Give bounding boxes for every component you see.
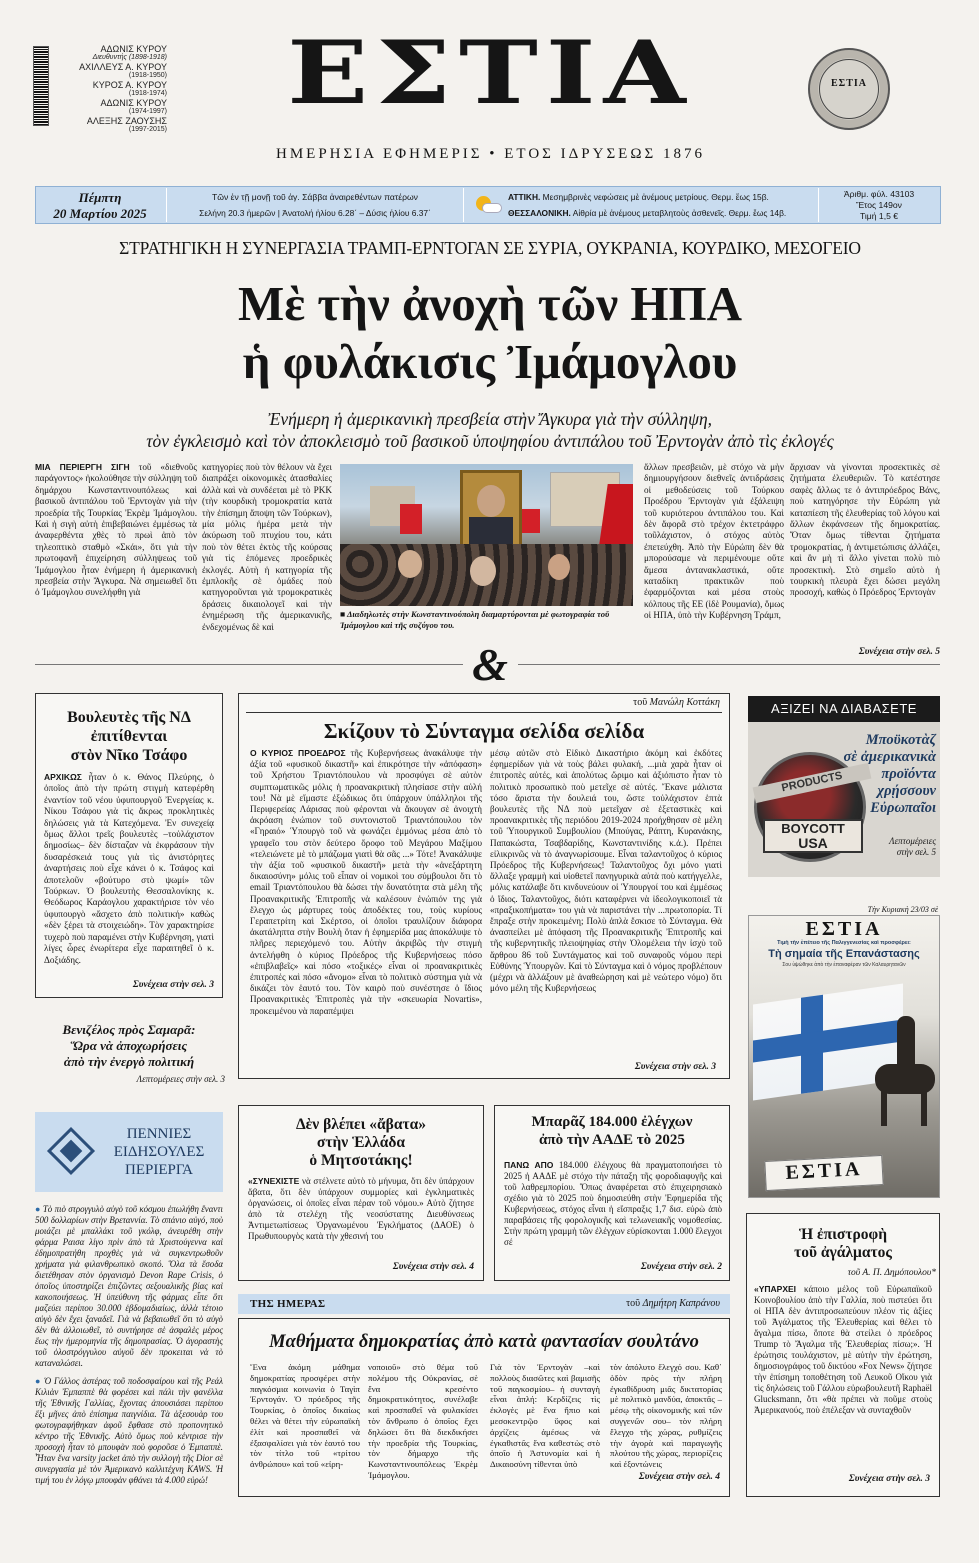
info-divider <box>166 188 167 222</box>
info-divider <box>463 188 464 222</box>
photo-flag <box>400 504 422 534</box>
lead-headline-line1: Μὲ τὴν ἀνοχὴ τῶν ΗΠΑ <box>238 276 742 331</box>
worth-title-line5: Εὐρωπαῖοι <box>870 800 936 816</box>
aade-title-line1: Μπαρᾶζ 184.000 ἐλέγχων <box>531 1114 693 1130</box>
photo-portrait-body <box>469 517 513 545</box>
editorial-title: Σκίζουν τὸ Σύνταγμα σελίδα σελίδα <box>323 719 645 743</box>
venizelos-title-line3: ἀπὸ τὴν ἐνεργὸ πολιτική <box>63 1054 195 1069</box>
promo-logo: ΕΣΤΙΑ <box>805 918 883 940</box>
caption-text: Διαδηλωτὲς στὴν Κωνσταντινούπολη διαμαρτύρονται μὲ φωτογραφία τοῦ Ἰμάμογλου καὶ τῆς συζύγου του. <box>340 609 610 630</box>
mitsotakis-title-line2: στὴν Ἑλλάδα <box>316 1134 406 1151</box>
today-title: Μαθήματα δημοκρατίας ἀπὸ κατὰ φαντασίαν σουλτάνο <box>269 1332 699 1352</box>
nd-title-line1: Βουλευτὲς τῆς ΝΔ <box>67 709 191 726</box>
issue-year: Ἔτος 149ον <box>856 200 902 210</box>
statue-title-line2: τοῦ ἀγάλματος <box>794 1244 892 1261</box>
promo-line1: Τιμὴ τὴν ἐπέτειο τῆς Παλιγγενεσίας καὶ προσφέρει: <box>777 940 911 946</box>
mitsotakis-lead-in: «ΣΥΝΕΧΙΣΤΕ <box>248 1176 300 1186</box>
weather-thess-text: Αἰθρία μὲ ἀνέμους μεταβλητοὺς ἀσθενεῖς. Θερμ. ἕως 14β. <box>572 208 787 218</box>
barcode <box>33 46 49 126</box>
info-sun: Σελήνη 20.3 ἡμερῶν | Ἀνατολή ἡλίου 6.28΄ – Δύσις ἡλίου 6.37΄ <box>199 208 431 218</box>
editorial-lead-in: Ο ΚΥΡΙΟΣ ΠΡΟΕΔΡΟΣ <box>250 748 346 758</box>
founder-years: (1997-2015) <box>128 126 167 133</box>
statue-title-line1: Ἡ ἐπιστροφὴ <box>798 1226 888 1243</box>
seal-text: ΕΣΤΙΑ <box>831 78 867 89</box>
today-label: ΤΗΣ ΗΜΕΡΑΣ <box>250 1298 326 1310</box>
aade-body-text: 184.000 ἐλέγχους θὰ πραγματοποιήσει τὸ 2025 ἡ ΑΑΔΕ μὲ στόχο τὴν πάταξη τῆς φοροδιαφυγῆς καὶ τοῦ λαθρεμπορίου. Ὅπως ἀναφέρεται στὸ ἐπιχειρησιακὸ σχέδιο γιὰ τὸ 2025 ποὺ δημοσιεύθη στὴν Ἐφημερίδα τῆς Κυβερνήσεως, στόχος εἶναι ἡ εἴσπραξις 1,7 δισ. εὐρὼ ἀπὸ παραβάσεις τῆς φορολογικῆς καὶ τελωνειακῆς νομοθεσίας. Στὴν πρώτη γραμμὴ τῶν ἐλέγχων εὑρίσκονται 1.000 ἔλεγχοι σέ <box>504 1160 722 1247</box>
worth-continued-1: Λεπτομέρειες <box>889 836 936 846</box>
lead-photo <box>340 464 633 606</box>
divider-left <box>35 664 463 665</box>
editorial-column-2 <box>490 748 722 1058</box>
worth-title <box>780 732 936 817</box>
venizelos-continued-link[interactable]: Λεπτομέρειες στὴν σελ. 3 <box>136 1074 225 1084</box>
worth-continued-2: στὴν σελ. 5 <box>896 847 936 857</box>
mitsotakis-title-line1: Δὲν βλέπει «ἄβατα» <box>295 1116 427 1133</box>
weather-attica <box>508 192 813 202</box>
gossip-heading-1: ΠΕΝΝΙΕΣ <box>126 1126 192 1142</box>
info-day: Πέμπτη <box>78 190 122 205</box>
today-body-2: νοποιοῦ» στὸ θέμα τοῦ πολέμου τῆς Οὐκρανίας, σὲ ἕνα κρεσέντο δημοκρατικότητος, συνέλαβε καὶ προσπαθεῖ νὰ φυλακίσει τὸν ἄνθρωπο ὁ ὁποῖος ἔχει δηλώσει ὅτι θὰ διεκδικήσει τὴν προεδρία τῆς Τουρκίας, τὸν δήμαρχο τῆς Κωνσταντινουπόλεως Ἐκρὲμ Ἰμάμογλου. <box>368 1362 478 1480</box>
nd-continued-link[interactable]: Συνέχεια στὴν σελ. 3 <box>132 980 214 990</box>
photo-portrait-frame <box>460 470 522 550</box>
today-byline-prefix: τοῦ <box>626 1298 641 1309</box>
info-date: 20 Μαρτίου 2025 <box>53 206 147 221</box>
today-column-1 <box>250 1362 360 1484</box>
editorial-body-1: τῆς Κυβερνήσεως ἀνακάλυψε τὴν ἀξία τοῦ «φυσικοῦ δικαστῆ» καὶ ἐπικρότησε τὴν «ἀπόφαση» τοῦ Χρήστου Τριαντόπουλου νὰ προσφύγει σὲ αὐτὸν συμπτωματικῶς μόλις ἡ προανακριτικὴ πλησίασε στὴν αὐλή του! Νὰ μὲ εἴμαστε ἐξώδικως ὅτι ὑπάρχουν ὑπάλληλοι τῆς Περιφερείας Λάρισας ποὺ φέρονται νὰ ἄκουγαν σὲ ἀνοιχτὴ ἀκρόαση ἐνώπιον τοῦ συντονιστοῦ Τριαντόπουλου τὸν «Γηραιό» Ὑπουργὸ τοῦ νὰ φωνάζει ἐμμόνως μέσα ἀπὸ τὸ γραφεῖο του στὸν δεύτερο ὄροφο τοῦ Μεγάρου Μαξίμου «τελειώνετε μὲ τὸ μπάζωμα γιατὶ θὰ σᾶς ...» Τότε! Ἀνακάλυψε τὴν ἀξία τοῦ «φυσικοῦ δικαστῆ» μετὰ τὴν «ἀνεξάρτητη δικαιοσύνη» μόλις τοῦ εἶπαν οἱ νομικοὶ του σύμβουλοι ὅτι τὸ email Τριαντόπουλου θὰ δώσει τὴν δυνατότητα στὰ μέλη τῆς Προανακριτικῆς Ἐπιτροπῆς νὰ καλέσουν ἐνώπιόν της γιὰ ἔλεγχο ὡς μάρτυρες τοὺς ἀποδέκτες του, τοὺς κυρίους Γεραπετρίτη καὶ Σκέρτσο, οἱ ὁποῖοι τραυλίζουν διάφορα ἀκατάληπτα στὴν Βουλὴ ὅταν ἡ ἐφημερίδα μας ἀποκάλυψε τὸ πλῆρες περιεχόμενό του. Αὐτὴν ἀκριβῶς τὴν στιγμὴ ἀντελήφθη ὁ κύριος Πρόεδρος τῆς Κυβερνήσεως πόσο «ἐπιβλαβεῖς» καὶ πόσο «τοξικές» εἶναι οἱ προανακριτικὲς ἐπιτροπές καὶ πόσο «ἄνομο» εἶναι τὸ πολιτικὸ σύστημα γιὰ νὰ δικάζει τὸν ἑαυτό του. Τὸν καιρὸ ποὺ συνέστησε ὁ ἴδιος Προανακριτικὲς Ἐπιτροπὲς γιὰ τὴν «σκευωρία Novartis», προκειμένου νὰ παραπέμψει <box>250 748 482 1016</box>
founder-name: ΑΛΕΞΗΣ ΖΑΟΥΣΗΣ <box>86 116 167 126</box>
lead-body-3: ἄλλων πρεσβειῶν, μὲ στόχο νὰ μὴν δημιουργήσουν διεθνεῖς ἀντιδράσεις οἱ μεθοδεύσεις τοῦ Τούρκου Προέδρου Ἐρντογὰν γιὰ ἐξάλειψη τοῦ κυριότερου ἀντιπάλου του. Καὶ δὲν ἄφορᾶ στὸ τρέχον ἐκτετράφρο τοῦλάχιστον, ὁ στόχος αὐτὸς ἐπετεύχθη. Ἀπὸ τὴν Εὐρώπη δὲν θὰ μπορούσαμε νὰ περιμένουμε οὔτε ἄμεσα ἀντανακλαστικά, οὔτε καταδίκη πρακτικῶν ποὺ ἐφαρμόζονται καὶ μέσα στοὺς κόλπους τῆς ΕΕ (ἰδὲ Ρουμανία), ὅμως οἱ ΗΠΑ, ὑπὸ τὴν Κυβέρνηση Τράμπ, <box>644 462 784 621</box>
today-column-4 <box>610 1362 722 1470</box>
issue-price: Τιμή 1,5 € <box>859 211 899 221</box>
lead-continued-link[interactable]: Συνέχεια στὴν σελ. 5 <box>858 647 940 657</box>
photo-face <box>470 556 496 586</box>
lead-photo-caption <box>340 609 633 630</box>
photo-flag <box>520 509 540 533</box>
founder-name: ΑΔΩΝΙΣ ΚΥΡΟΥ <box>100 98 167 108</box>
worth-title-line4: χρῄσσουν <box>877 783 936 799</box>
seal-logo <box>808 48 890 130</box>
founder-years: (1918-1950) <box>128 72 167 79</box>
venizelos-title-line1: Βενιζέλος πρὸς Σαμαρᾶ: <box>62 1022 196 1037</box>
weather-attica-label: ΑΤΤΙΚΗ. <box>508 192 541 202</box>
today-byline <box>530 1298 720 1309</box>
today-body-3: Γιὰ τὸν Ἐρντογὰν –καὶ πολλοὺς διασῶτες καὶ βαμισῆς τοῦ παγκοσμίου– ἡ συνταγὴ εἶναι ἁπλή: Κερδίζεις τὶς ἐκλογὲς μὲ ἕνα ἤπιο καὶ μεσοκεντρῷο ὕφος καὶ ἀρχίζεις ἀμέσως νὰ ἐγκαθιστᾶς ἕνα καθεστὼς στὸ ὁποῖο ἡ Ἀστυνομία καὶ ἡ Δικαιοσύνη τίθενται ὑπὸ <box>490 1362 600 1470</box>
today-body-4: τὸν ἀπόλυτο ἔλεγχό σου. Καθ᾽ ὁδὸν πρὸς τὴν πλήρη ἐγκαθίδρυση μιᾶς δικτατορίας μὲ πολιτικὸ μανδύα, ἀποκτᾶς –μέσῳ τῆς οἰκονομικῆς καὶ τῶν συγγενῶν σου– τὸν πλήρη ἔλεγχο τῆς χώρας, ρυθμίζεις τὴν ἀγορὰ καὶ παραγωγῆς πλούτου τῆς χώρας, περιορίζεις καὶ ἐξοντώνεις <box>610 1362 722 1470</box>
founders-list <box>55 44 167 134</box>
lead-lead-in: ΜΙΑ ΠΕΡΙΕΡΓΗ ΣΙΓΗ <box>35 462 130 472</box>
gossip-item-1-text: Τὸ πιὸ στρογγυλὸ αὐγὸ τοῦ κόσμου ἐπωλήθη ἔναντι 500 δολλαρίων στὴν Βρεταννία. Τὸ σπάνιο αὐγό, ποὺ μοιάζει μὲ μπαλλάκι τοῦ γκόλφ, ἀνευρέθη στὴν φάρμα Ραισα λίγο πρὶν ἀπὸ τὰ Χριστούγεννα καὶ ἐδημοπρατήθη προχθὲς γιὰ νὰ συγκεντρωθοῦν χρήματα γιὰ φιλανθρωπικὸ σκοπό. Ὅλα τὰ ἔσοδα διετέθησαν στὸν ὀργανισμὸ Devon Rape Crisis, ὁ ὁποῖος ὑποστηρίζει ἐπιζῶντες σεξουαλικῆς βίας καὶ κακοποιήσεως. Ἡ ὑπεύθυνη τῆς φάρμας εἶπε ὅτι μαζεύει περίπου 30.000 ἑβδομαδιαίως, ἀλλὰ τέτοιο αὐγὸ δὲν ἔχει ξαναδεῖ. Γιὰ νὰ βεβαιωθεῖ ὅτι τὸ αὐγὸ δὲν θὰ ἀλλοιωθεῖ, τὸ συντήρησε σὲ ἀσφαλὲς μέρος ἕως τὴν ἡμερομηνία τῆς δημοπρασίας. Ὁ ἀγοραστὴς τοῦ ὁλοστρόγγυλου αὐγοῦ δὲν προκειται νὰ τὸ καταναλώσει. <box>35 1204 223 1368</box>
lead-column-1 <box>35 462 197 658</box>
byline-author: Μανώλη Κοττάκη <box>649 697 720 708</box>
cloud-shape <box>482 203 502 213</box>
founder-years: (1974-1997) <box>128 108 167 115</box>
horse-leg <box>881 1086 887 1126</box>
worth-title-line1: Μποϋκοτὰζ <box>865 732 936 748</box>
venizelos-title-line2: Ὥρα νὰ ἀποχωρήσεις <box>70 1038 188 1053</box>
issue-number: Ἀριθμ. φύλ. 43103 <box>843 189 915 199</box>
statue-lead-in: «ΥΠΑΡΧΕΙ <box>754 1284 797 1294</box>
masthead-title: ΕΣΤΙΑ <box>287 20 694 124</box>
photo-face <box>548 554 570 580</box>
horseman-silhouette <box>869 1016 939 1146</box>
aade-body <box>504 1160 722 1258</box>
gossip-ornament-icon <box>44 1124 98 1178</box>
nd-title-line2: ἐπιτίθενται <box>90 728 168 745</box>
ampersand-ornament: & <box>472 639 508 690</box>
divider-right <box>518 664 940 665</box>
horse-leg <box>921 1086 927 1126</box>
weather-thess <box>508 208 813 218</box>
mitsotakis-title-line3: ὁ Μητσοτάκης! <box>309 1152 413 1169</box>
editorial-body-2: μέσῳ αὐτῶν στὸ Εἰδικὸ Δικαστήριο ἀκόμη καὶ ἐκδότες ἐφημερίδων γιὰ νὰ τοὺς βάλει φυλακή, ...μιὰ χαρὰ ἦταν οἱ ἐπιτροπὲς αὐτές, καὶ ἀπολύτως ὥριμο καὶ ἀξιόπιστο ἦταν τὸ πολιτικὸ προσωπικὸ ποὺ μετεῖχε σὲ αὐτές. Ἔκανε μάλιστα τόσο ἄριστα τὴν δουλειά του, ὥστε τοὐλάχιστον ἑπτὰ βουλευτὲς τῆς ΝΔ ποὺ μετεῖχαν σὲ ἐξεταστικὲς καὶ προανακριτικὲς τῆς περιόδου 2019-2024 προήχθησαν σὲ μέλη τοῦ Ὑπουργικοῦ Συμβουλίου (Μπούγας, Ράπτη, Κυρανάκης, Παπακώστα, Τσαβδαρίδης, Κωνσταντινίδης κ.ἀ.). Πρέπει εἰλικρινῶς νὰ τὸ ἀναγνωρίσουμε. Εἶναι ταλαντοῦχος ὁ κύριος Πρόεδρος τῆς Κυβερνήσεως! Ταλαντοῦχος ὄχι μόνο γιατὶ ἄλλαξε γραμμὴ καὶ υἱοθετεῖ πανηγυρικὰ αὐτὰ ποὺ κατήγγελλε, μόλις κατάλαβε ὅτι κινδυνεύουν οἱ Ὑπουργοί του καὶ ἐμμέσως ὁ ἴδιος. Ταλαντοῦχος, διότι καταφέρνει νὰ ἰδεολογικοποιεῖ τὰ «πραξικοπήματα» του γιὰ νὰ παριστάνει τὴν ...πρωτοπορία. Τί ἔπραξε στὴν προκειμένη; Πολὺ ἁπλὰ ἔσκισε τὸ Σύνταγμα. Θὰ ἀνασπείλει μὲ ἀπόφαση τῆς Προανακριτικῆς Ἐπιτροπῆς καὶ τῆς κυβερνητικῆς πλειοψηφίας στὴν Ὁλομέλεια τὴν ἰσχὺ τοῦ ἄρθρου 86 τοῦ Συντάγματος καὶ τοῦ συναφοῦς νόμου περὶ Εὐθύνης Ὑπουργῶν. Καὶ τὸ Σύνταγμα καὶ ὁ νόμος προβλέπουν (μέχρι νὰ ἀλλάξουν μὲ ἀναθεώρηση καὶ μὲ νεώτερο νόμο) ὅτι μόνο μέλη τῆς Κυβερνήσεως <box>490 748 722 994</box>
weather-thess-label: ΘΕΣΣΑΛΟΝΙΚΗ. <box>508 208 571 218</box>
nd-body-text: ἦταν ὁ κ. Θάνος Πλεύρης, ὁ ὁποῖος ἀπὸ τὴν πρώτη στιγμὴ κατεφέρθη ἐναντίον τοῦ νέου ὑφυπουργοῦ Ἐνεργείας κ. Νίκου Τσάφου γιὰ τὶς ἄκρως προκλητικὲς δηλώσεις γιὰ τὰ Κατεχόμενα. Ἐν συνεχείᾳ ὅμως ἄλλοι τρεῖς βουλευτὲς –τοὐλάχιστον δημοσίως– δὲν δίσταζαν νὰ ἐκφράσουν τὴν δυσαρέσκειά τους γιὰ τὶς ἀνιστόρητες ἀναρτήσεις ποὺ εἶχε κάνει ὁ κ. Τσάφος καὶ ἀποτελοῦν «βούτυρο στὸ ψωμί» τῶν Τούρκων. Ὁ βουλευτὴς Θεσσαλονίκης κ. Θεόδωρος Καράογλου χαρακτήρισε τὸν νέο ὑφυπουργὸ «ἄσχετο ἀπὸ πολιτική» καθὼς «δὲν ξέρει τὰ στοιχειώδη». Τὸν χαρακτηρίσε τυχερὸ ποὺ παραμένει στὴν Κυβέρνηση, γιατὶ λίγες ὧρες ἐνωρίτερα εἶχε παραιτηθεῖ ὁ κ. Δοξιάδης. <box>44 772 214 965</box>
promo-line2: Τὴ σημαία τῆς Επανάστασης <box>768 948 920 960</box>
today-body-1: Ἕνα ἀκόμη μάθημα δημοκρατίας προσφέρει στὴν παγκόσμια κοινωνία ὁ Ταγὶπ Ἐρντογάν. Ὁ πρόεδρος τῆς Τουρκίας, ὁ ὁποῖος δικαίως θέλει νὰ θέτει τὴν εὐρωπαϊκὴ ἐλίτ καὶ προσπαθεῖ νὰ ἐξασφαλίσει γιὰ τὸν ἑαυτό του τὸν τίτλο τοῦ «τρίτου ἀνθρώπου» καὶ τοῦ «εἰρη- <box>250 1362 360 1470</box>
seal-inner <box>819 59 879 119</box>
nd-lead-in: ΑΡΧΙΚΩΣ <box>44 772 82 782</box>
founder-name: ΑΧΙΛΛΕΥΣ Α. ΚΥΡΟΥ <box>79 62 167 72</box>
mitsotakis-continued-link[interactable]: Συνέχεια στὴν σελ. 4 <box>392 1262 474 1272</box>
editorial-column-1 <box>250 748 482 1074</box>
rider-body <box>897 1016 915 1066</box>
masthead-tagline: ΗΜΕΡΗΣΙΑ ΕΦΗΜΕΡΙΣ • ΕΤΟΣ ΙΔΡΥΣΕΩΣ 1876 <box>276 146 705 162</box>
worth-continued-link[interactable] <box>840 836 936 858</box>
lead-kicker: ΣΤΡΑΤΗΓΙΚΗ Η ΣΥΝΕΡΓΑΣΙΑ ΤΡΑΜΠ-ΕΡΝΤΟΓΑΝ ΣΕ ΣΥΡΙΑ, ΟΥΚΡΑΝΙΑ, ΚΟΥΡΔΙΚΟ, ΜΕΣΟΓΕΙΟ <box>119 238 861 258</box>
aade-continued-link[interactable]: Συνέχεια στὴν σελ. 2 <box>640 1262 722 1272</box>
statue-byline: τοῦ Α. Π. Δημόπουλου* <box>847 1268 936 1278</box>
nd-title-line3: στὸν Νῖκο Τσάφο <box>70 747 188 764</box>
gossip-item-2-text: Ὁ Γάλλος ἀστέρας τοῦ ποδοσφαίρου καὶ τῆς Ρεάλ Κιλιὰν Ἐμπαππὲ θὰ φορέσει καὶ πάλι τὴν φανέλλα τῆς Ἐθνικῆς Γαλλίας, ἔχοντας ἀπουσιάσει περίπου ἕξι μῆνες ἀπὸ ἐπίσημα παιγνίδια. Τὰ ἀξεσουὰρ του φωτογραφήθηκαν ἀφοῦ ἔφθασε στὸ προπονητικὸ κέντρο τῆς Ἐθνικῆς. Αὐτὸ ὅμως ποὺ κέντρισε τὴν προσοχὴ ἦταν τὸ μπουφὰν ποὺ φοροῦσε ὁ Ἐμπαππὲ. Ἦταν ἕνα varsity jacket ἀπὸ τὴν συλλογὴ τῆς Dior σὲ συνεργασία μὲ τὸν Ἀμερικανὸ καλλιτέχνη KAWS. Ἡ τιμή του ἐν λόγῳ μπουφὰν φθάνει τὰ 4.000 εὐρώ! <box>35 1376 223 1485</box>
gossip-bullet: ● <box>35 1204 43 1214</box>
gossip-item-1 <box>35 1204 223 1372</box>
aade-title-line2: ἀπὸ τὴν ΑΑΔΕ τὸ 2025 <box>539 1132 685 1148</box>
mitsotakis-body-text: νὰ στέλνετε αὐτὸ τὸ μήνυμα, ὅτι δὲν ὑπάρχουν ἄβατα, ὅτι δὲν ὑπάρχουν συμμορίες καὶ ἐγκληματικὲς ὀργανώσεις, οἱ ὁποῖες εἶναι πέραν τοῦ νόμου.» Αὐτὸ ζήτησε ἀπὸ τὰ στελέχη τῆς νεοσύστατης Διευθύνσεως Ἀντιμετωπίσεως Ὀργανωμένου Ἐγκλήματος (ΔΑΟΕ) ὁ Πρωθυπουργὸς κατὰ τὴν χθεσινή του <box>248 1176 474 1241</box>
gossip-heading-2: ΕΙΔΗΣΟΥΛΕΣ <box>113 1144 205 1160</box>
weather-icon <box>474 194 502 216</box>
promo-logo-2: ΕΣΤΙΑ <box>784 1158 863 1185</box>
statue-body-text: κάποιο μέλος τοῦ Εὐρωπαϊκοῦ Κοινοβουλίου ἀπὸ τὴν Γαλλία, ποὺ πιστεύει ὅτι οἱ ΗΠΑ δὲν ἀντιπροσωπεύουν πλέον τὶς ἀξίες τοῦ Ἀγάλματος τῆς Ἐλευθερίας καὶ θέλει τὸ ἄγαλμα πίσω, ὅποτε θὰ στείλει ὁ πρόεδρος Trump τὸ Ἄγαλμα τῆς Ἐλευθερίας πίσω;». Ἡ ἐρώτησις τουλάχιστον, μὲ αὐτὴν τὴν ἐρώτηση, δημοσιογράφος τοῦ δικτύου «Fox News» ζήτησε τὴν ἐπίσημη τοποθέτηση τοῦ Λευκοῦ Οἴκου γιὰ τὶς δηλώσεις τοῦ Γάλλου εὐρωβουλευτῆ Raphaël Glucksmann, ὅτι «θὰ πρέπει νὰ ποῦμε στοὺς Ἀμερικανούς, ποὺ ἐπέλεξαν νὰ συνταχθοῦν <box>754 1284 932 1415</box>
editorial-byline <box>560 697 720 708</box>
founder-years: Διευθυντής (1898-1918) <box>92 54 167 61</box>
lead-body-4: ἄρχισαν νὰ γίνονται προσεκτικὲς σὲ ζητήματα ἐλευθεριῶν. Τὸ κατέστησε σαφὲς ἄλλως τε ὁ ἀντιπρόεδρος Βάνς, ποὺ κατηγόρησε τὴν Εὐρώπη γιὰ καταπίεση τῆς ἐλευθερίας τοῦ λόγου καὶ ἄλλων ἐκφάνσεων τῆς δημοκρατίας. Ὅταν ὅμως τίθενται ζητήματα τρομοκρατίας, ἡ ἀντιμετώπισις ἀλλάζει, καὶ ἂν μὴ τὶ ἄλλο γίνεται πολὺ πιὸ προσεκτικὴ. Στὸ σημεῖο αὐτὸ ἡ τουρκικὴ πλευρὰ ἔχει δώσει μεγάλη προσοχή, καθὼς ὁ Πρόεδρος Ἐρντογὰν <box>790 462 940 598</box>
statue-body <box>754 1284 932 1470</box>
founder-years: (1918-1974) <box>128 90 167 97</box>
gossip-heading-3: ΠΕΡΙΕΡΓΑ <box>124 1162 194 1178</box>
worth-title-line2: σὲ ἀμερικανικὰ <box>843 749 936 765</box>
boycott-products-text: PRODUCTS <box>780 769 844 795</box>
info-divider <box>818 188 819 222</box>
founder-name: ΚΥΡΟΣ Α. ΚΥΡΟΥ <box>92 80 167 90</box>
founder-name: ΑΔΩΝΙΣ ΚΥΡΟΥ <box>100 44 167 54</box>
lead-column-2 <box>202 462 332 658</box>
lead-column-3 <box>644 462 784 658</box>
byline-prefix: τοῦ <box>633 697 648 708</box>
info-saints: Τῶν ἐν τῇ μονῇ τοῦ ἁγ. Σάββα ἀναιρεθέντων πατέρων <box>212 192 418 202</box>
photo-face <box>398 550 422 578</box>
today-continued-link[interactable]: Συνέχεια στὴν σελ. 4 <box>638 1472 720 1482</box>
lead-headline-line2: ἡ φυλάκισις Ἰμάμογλου <box>242 334 738 389</box>
editorial-rule <box>246 712 722 713</box>
worth-reading-heading: ΑΞΙΖΕΙ ΝΑ ΔΙΑΒΑΣΕΤΕ <box>771 701 917 716</box>
photo-portrait-face <box>477 485 505 517</box>
today-byline-author: Δημήτρη Καπράνου <box>642 1298 720 1309</box>
promo-line3: Σου ὑψώθηκε ἀπὸ τὴν ἐπαναφέραν τῶν Καλαυρητανῶν <box>782 962 906 968</box>
gossip-item-2 <box>35 1376 223 1498</box>
promo-date: Τὴν Κυριακὴ 23/03 σὲ <box>867 905 938 914</box>
today-column-2 <box>368 1362 478 1484</box>
today-column-3 <box>490 1362 600 1484</box>
promo-panel[interactable] <box>748 915 940 1198</box>
editorial-continued-link[interactable]: Συνέχεια στὴν σελ. 3 <box>634 1062 716 1072</box>
boycott-text: BOYCOTT <box>781 821 845 836</box>
weather-attica-text: Μεσημβρινὲς νεφώσεις μὲ ἀνέμους μετρίους. Θερμ. ἕως 15β. <box>542 192 769 202</box>
lead-body-1: τοῦ «διεθνοῦς παράγοντος» ἠκολούθησε τὴν σύλληψη τοῦ δημάρχου Κωνσταντινουπόλεως καὶ βασικοῦ ἀντιπάλου τοῦ Ἐρντογὰν γιὰ τὴν προεδρία τῆς Τουρκίας Ἐκρὲμ Ἰμάμογλου. Καὶ ἡ σιγὴ αὐτὴ ἐπιβεβαιώνει ἐμμέσως τὰ ἀναφερθέντα χθὲς τὸ πρωὶ ἀπὸ τὸν τηλεοπτικὸ σταθμὸ «Σκάι», ὅτι γιὰ τὴν πρωτοφανῆ ἐπιχείρηση σύλληψεως τοῦ Ἰμάμογλου ἦταν ἐνήμερη ἡ ἀμερικανικὴ πρεσβεία στὴν Ἄγκυρα. Νὰ σημειωθεῖ ὅτι ὁ Ἰμάμογλου συνελήφθη γιὰ <box>35 462 197 598</box>
lead-column-4 <box>790 462 940 646</box>
boycott-usa-text: USA <box>798 835 828 851</box>
nd-body <box>44 772 214 970</box>
worth-title-line3: προϊόντα <box>881 766 936 782</box>
gossip-bullet: ● <box>35 1376 44 1386</box>
lead-body-2: κατηγορίες ποὺ τὸν θέλουν νὰ ἔχει διαπράξει οἰκονομικὲς ἀτασθαλίες ἀλλὰ καὶ νὰ συνδέεται μὲ τὸ PKK (τὴν κουρδικὴ τρομοκρατία κατὰ τὴν ἐπίσημη ἄποψη τῶν Τούρκων), μία μόλις ἡμέρα μετὰ τὴν ἀκύρωση τοῦ πτυχίου του, κάτι ποὺ τὸν θέτει ἐκτὸς τῆς κούρσας γιὰ τὶς ἑπόμενες προεδρικὲς ἐκλογές. Αὐτὴ ἡ κατηγορία τῆς ἐμπλοκῆς σὲ ὁμάδες ποὺ κατηγοροῦνται γιὰ τρομοκρατικὲς δράσεις δικαιολογεῖ καὶ τὴν ἐνημέρωση τῆς ἀμερικανικῆς, ἐνδεχομένως δὲ καὶ <box>202 462 332 632</box>
aade-lead-in: ΠΑΝΩ ΑΠΟ <box>504 1160 554 1170</box>
mitsotakis-body <box>248 1176 474 1256</box>
lead-subhead-line1: Ἐνήμερη ἡ ἀμερικανικὴ πρεσβεία στὴν Ἄγκυρα γιὰ τὴν σύλληψη, <box>267 409 713 429</box>
statue-continued-link[interactable]: Συνέχεια στὴν σελ. 3 <box>848 1474 930 1484</box>
caption-bullet: ■ <box>340 609 348 619</box>
lead-subhead-line2: τὸν ἐγκλεισμὸ καὶ τὸν ἀποκλεισμὸ τοῦ βασικοῦ ὑποψηφίου ἀντιπάλου τοῦ Ἐρντογὰν ἀπὸ τὶς ἐκλογές <box>146 431 834 451</box>
